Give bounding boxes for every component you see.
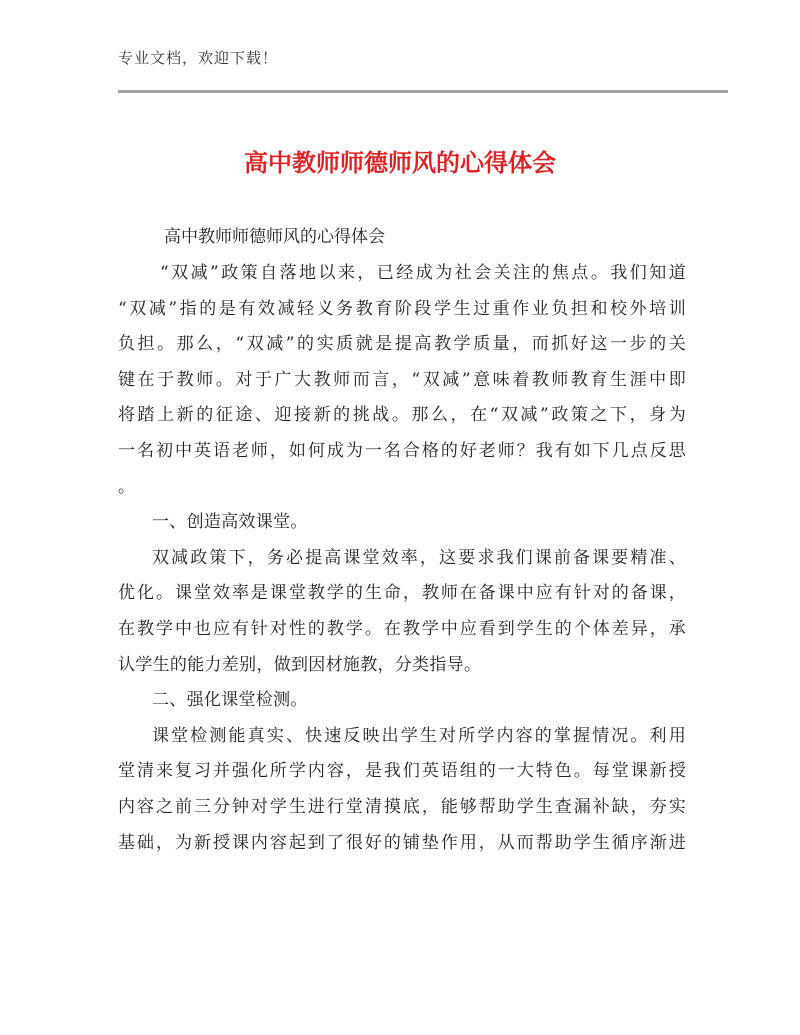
paragraph-line: “双减”政策自落地以来，已经成为社会关注的焦点。我们知道	[160, 263, 686, 283]
paragraph-line: 基础，为新授课内容起到了很好的铺垫作用，从而帮助学生循序渐进	[118, 832, 686, 853]
section-heading: 二、强化课堂检测。	[152, 690, 308, 711]
paragraph-line: 。	[118, 476, 136, 497]
paragraph-line: 优化。课堂效率是课堂教学的生命，教师在备课中应有针对的备课，	[118, 583, 686, 604]
header-divider	[118, 90, 728, 93]
header-text: 专业文档，欢迎下载！	[118, 49, 279, 67]
document-title: 高中教师师德师风的心得体会	[244, 149, 556, 177]
paragraph-line: 内容之前三分钟对学生进行堂清摸底，能够帮助学生查漏补缺，夯实	[118, 796, 686, 817]
paragraph-line: 双减政策下，务必提高课堂效率，这要求我们课前备课要精准、	[152, 547, 686, 568]
paragraph-line: 键在于教师。对于广大教师而言，“双减”意味着教师教育生涯中即	[118, 369, 686, 390]
paragraph-line: 堂清来复习并强化所学内容，是我们英语组的一大特色。每堂课新授	[118, 761, 686, 782]
document-subtitle: 高中教师师德师风的心得体会	[164, 227, 385, 247]
paragraph-line: 认学生的能力差别，做到因材施教，分类指导。	[118, 654, 482, 675]
paragraph-line: 一名初中英语老师，如何成为一名合格的好老师？我有如下几点反思	[118, 440, 686, 461]
paragraph-line: 将踏上新的征途、迎接新的挑战。那么，在“双减”政策之下，身为	[118, 405, 686, 426]
section-heading: 一、创造高效课堂。	[152, 512, 308, 533]
document-body	[118, 256, 686, 861]
paragraph-line: 课堂检测能真实、快速反映出学生对所学内容的掌握情况。利用	[152, 725, 686, 746]
paragraph-line: 负担。那么，“双减”的实质就是提高教学质量，而抓好这一步的关	[118, 334, 686, 355]
paragraph-line: 在教学中也应有针对性的教学。在教学中应看到学生的个体差异，承	[118, 618, 686, 639]
paragraph-line: “双减”指的是有效减轻义务教育阶段学生过重作业负担和校外培训	[118, 298, 686, 319]
